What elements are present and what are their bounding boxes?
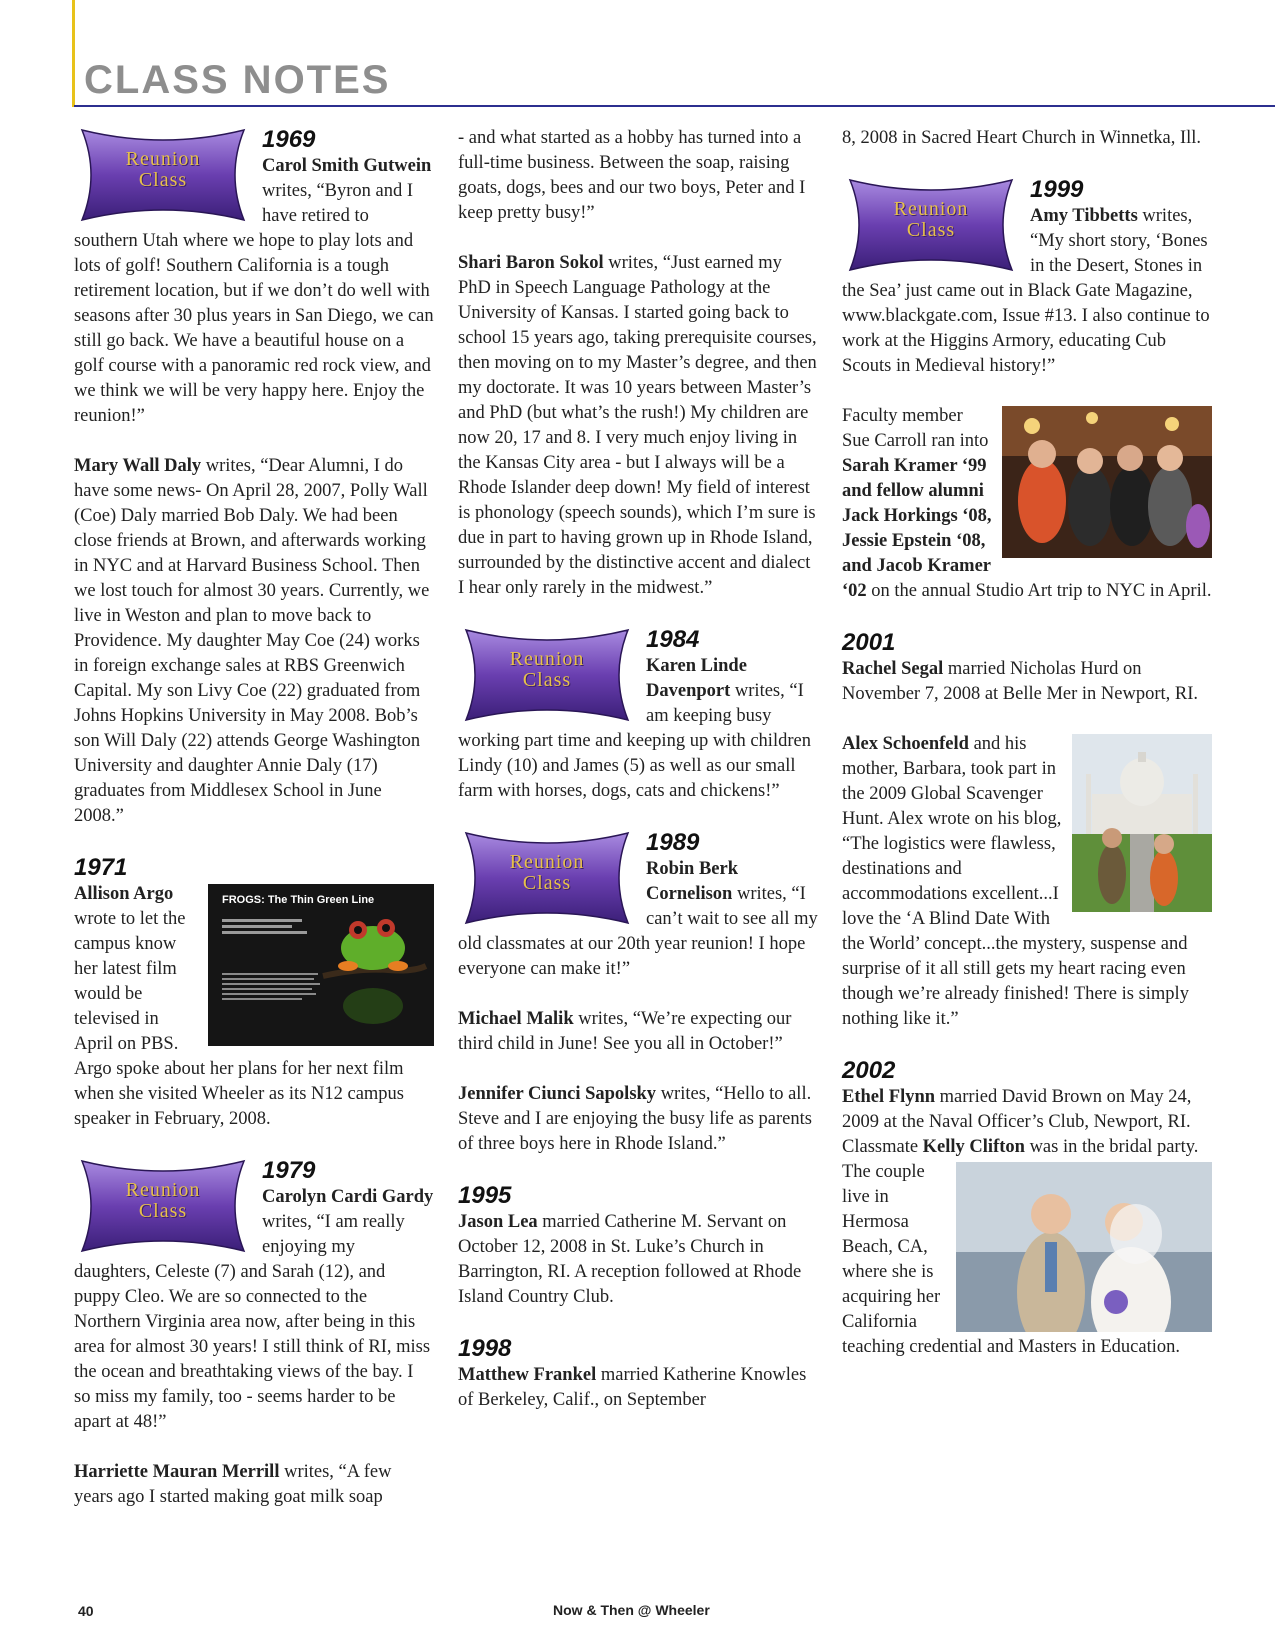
alumni-name: Jason Lea (458, 1212, 538, 1232)
badge-line2: Class (138, 169, 188, 191)
class-year: 2002 (842, 1057, 896, 1084)
frogs-film-poster (208, 884, 434, 1046)
note-text: writes, “I am keeping busy working part time and keeping up with children Lindy (10) and James (5) as well as our small farm with horses, dogs, cats and chickens!” (458, 681, 811, 801)
nyc-trip-photo (1002, 406, 1212, 558)
page-number: 40 (78, 1603, 94, 1619)
class-note-2001 (842, 629, 1212, 707)
alumni-name: Ethel Flynn (842, 1087, 936, 1107)
class-note-1995 (458, 1182, 818, 1310)
badge-line2: Class (522, 669, 572, 691)
alumni-name: Robin Berk Cornelison (646, 859, 739, 904)
poster-title: FROGS: The Thin Green Line (222, 894, 375, 906)
badge-line2: Class (906, 219, 956, 241)
class-note-schoenfeld (842, 732, 1212, 1032)
alumni-name: Amy Tibbetts (1030, 206, 1138, 226)
column-2 (458, 126, 818, 1438)
alumni-name: Allison Argo (74, 884, 174, 904)
page-title: CLASS NOTES (84, 58, 391, 102)
badge-line2: Class (522, 872, 572, 894)
alumni-name: Alex Schoenfeld (842, 734, 969, 754)
note-text: 8, 2008 in Sacred Heart Church in Winnetka, Ill. (842, 128, 1202, 148)
poster-text-lines (222, 916, 322, 937)
class-year: 1995 (458, 1182, 512, 1209)
reunion-class-badge (458, 829, 636, 927)
header-rule (74, 105, 1275, 107)
class-note-2002 (842, 1057, 1212, 1360)
class-note-merrill (74, 1460, 434, 1510)
poster-blurb-lines (222, 970, 322, 1003)
class-note-1979 (74, 1157, 434, 1435)
class-year: 1979 (262, 1157, 316, 1184)
class-year: 1984 (646, 626, 700, 653)
class-year: 1971 (74, 854, 128, 881)
column-1 (74, 126, 434, 1535)
note-text: writes, “Hello to all. Steve and I are enjoying the busy life as parents of three boys here in Rhode Island.” (458, 1084, 812, 1154)
class-note-continued (458, 126, 818, 226)
badge-line1: Reunion (125, 148, 201, 170)
badge-line2: Class (138, 1200, 188, 1222)
magazine-name: Now & Then @ Wheeler (553, 1602, 710, 1618)
note-text: married Katherine Knowles of Berkeley, Calif., on September (458, 1365, 807, 1410)
class-year: 1998 (458, 1335, 512, 1362)
alumni-name: Jennifer Ciunci Sapolsky (458, 1084, 657, 1104)
alumni-name: Harriette Mauran Merrill (74, 1462, 280, 1482)
note-text: writes, “We’re expecting our third child in June! See you all in October!” (458, 1009, 792, 1054)
alumni-name: Rachel Segal (842, 659, 944, 679)
note-text: writes, “I can’t wait to see all my old classmates at our 20th year reunion! I hope everyone can make it!” (458, 884, 818, 979)
class-note-sapolsky (458, 1082, 818, 1157)
note-text: married David Brown on May 24, 2009 at the Naval Officer’s Club, Newport, RI. Classmate (842, 1087, 1192, 1157)
note-text: was in the bridal party. The couple live in Hermosa Beach, CA, where she is acquiring her California teaching credential and Masters in Education. (842, 1137, 1199, 1357)
note-text: married Nicholas Hurd on November 7, 2008 at Belle Mer in Newport, RI. (842, 659, 1199, 704)
class-year: 1999 (1030, 176, 1084, 203)
reunion-class-badge (458, 626, 636, 724)
class-note-1989 (458, 829, 818, 982)
alumni-name: Carolyn Cardi Gardy (262, 1187, 434, 1207)
class-note-1969 (74, 126, 434, 429)
badge-line1: Reunion (509, 851, 585, 873)
reunion-class-badge (74, 126, 252, 224)
class-note-sokol (458, 251, 818, 601)
alumni-name: Mary Wall Daly (74, 456, 202, 476)
frog-image (318, 906, 428, 1036)
class-note-daly (74, 454, 434, 829)
badge-line1: Reunion (125, 1179, 201, 1201)
reunion-class-badge (74, 1157, 252, 1255)
alumni-names: Sarah Kramer ‘99 and fellow alumni Jack Horkings ‘08, Jessie Epstein ‘08, and Jacob Kramer ‘02 (842, 456, 992, 601)
class-note-1984 (458, 626, 818, 804)
alumni-name: Michael Malik (458, 1009, 574, 1029)
alumni-name: Carol Smith Gutwein (262, 156, 432, 176)
note-text: writes, “A few years ago I started making goat milk soap (74, 1462, 392, 1507)
class-note-1999 (842, 176, 1212, 379)
column-3 (842, 126, 1212, 1385)
class-year: 2001 (842, 629, 896, 656)
alumni-name: Matthew Frankel (458, 1365, 597, 1385)
badge-line1: Reunion (509, 648, 585, 670)
note-text: married Catherine M. Servant on October 12, 2008 in St. Luke’s Church in Barrington, RI. A reception followed at Rhode Island Country Club. (458, 1212, 802, 1307)
class-note-continued (842, 126, 1212, 151)
reunion-class-badge (842, 176, 1020, 274)
class-note-1998 (458, 1335, 818, 1413)
alumni-name: Shari Baron Sokol (458, 253, 604, 273)
wedding-photo (956, 1162, 1212, 1332)
badge-line1: Reunion (893, 198, 969, 220)
note-text: writes, “Byron and I have retired to southern Utah where we hope to play lots and lots of golf! Southern California is a tough retirement location, but if we don’t do well with seasons after 30 plus years in San Diego, we can still go back. We have a beautiful house on a golf course with a panoramic red rock view, and we think we will be very happy here. Enjoy the reunion!” (74, 181, 434, 426)
class-note-malik (458, 1007, 818, 1057)
alumni-name: Karen Linde Davenport (646, 656, 747, 701)
note-text: - and what started as a hobby has turned into a full-time business. Between the soap, raising goats, dogs, bees and our two boys, Peter and I keep pretty busy!” (458, 128, 806, 223)
class-year: 1989 (646, 829, 700, 856)
yellow-accent-bar (72, 0, 75, 107)
taj-mahal-photo (1072, 734, 1212, 912)
note-text: writes, “I am really enjoying my daughters, Celeste (7) and Sarah (12), and puppy Cleo. We are so connected to the Northern Virginia area now, after being in this area for almost 30 years! I still think of RI, miss the ocean and breathtaking views of the bay. I so miss my family, too - seems harder to be apart at 48!” (74, 1212, 431, 1432)
note-text: on the annual Studio Art trip to NYC in April. (866, 581, 1212, 601)
class-note-faculty (842, 404, 1212, 604)
class-note-1971 (74, 854, 434, 1132)
note-text: Faculty member Sue Carroll ran into (842, 406, 989, 451)
note-text: writes, “Dear Alumni, I do have some news- On April 28, 2007, Polly Wall (Coe) Daly married Bob Daly. We had been close friends at Brown, and afterwards working in NYC and at Harvard Business School. Then we lost touch for almost 30 years. Currently, we live in Weston and plan to move back to Providence. My daughter May Coe (24) works in foreign exchange sales at RBS Greenwich Capital. My son Livy Coe (22) graduated from Johns Hopkins University in May 2008. Bob’s son Will Daly (22) attends George Washington University and daughter Annie Daly (17) graduates from Middlesex School in June 2008.” (74, 456, 430, 826)
class-year: 1969 (262, 126, 316, 153)
note-text: writes, “Just earned my PhD in Speech Language Pathology at the University of Kansas. I started going back to school 15 years ago, taking prerequisite courses, then moving on to my Master’s degree, and then my doctorate. It was 10 years between Master’s and PhD (but what’s the rush!) My children are now 20, 17 and 8. I very much enjoy living in the Kansas City area - but I always will be a Rhode Islander deep down! My field of interest is phonology (speech sounds), which I’m sure is due in part to having grown up in Rhode Island, surrounded by the distinctive accent and dialect I hear only rarely in the midwest.” (458, 253, 817, 598)
note-text: wrote to let the campus know her latest film would be televised in April on PBS. Argo spoke about her plans for her next film when she visited Wheeler as its N12 campus speaker in February, 2008. (74, 909, 405, 1129)
note-text: and his mother, Barbara, took part in the 2009 Global Scavenger Hunt. Alex wrote on his blog, “The logistics were flawless, destinations and accommodations excellent...I love the ‘A Blind Date With the World’ concept...the mystery, suspense and surprise of it all still gets my heart racing even though we’re already finished! There is simply nothing like it.” (842, 734, 1189, 1029)
note-text: writes, “My short story, ‘Bones in the Desert, Stones in the Sea’ just came out in Black Gate Magazine, www.blackgate.com, Issue #13. I also continue to work at the Higgins Armory, educating Cub Scouts in Medieval history!” (842, 206, 1210, 376)
alumni-name: Kelly Clifton (922, 1137, 1025, 1157)
